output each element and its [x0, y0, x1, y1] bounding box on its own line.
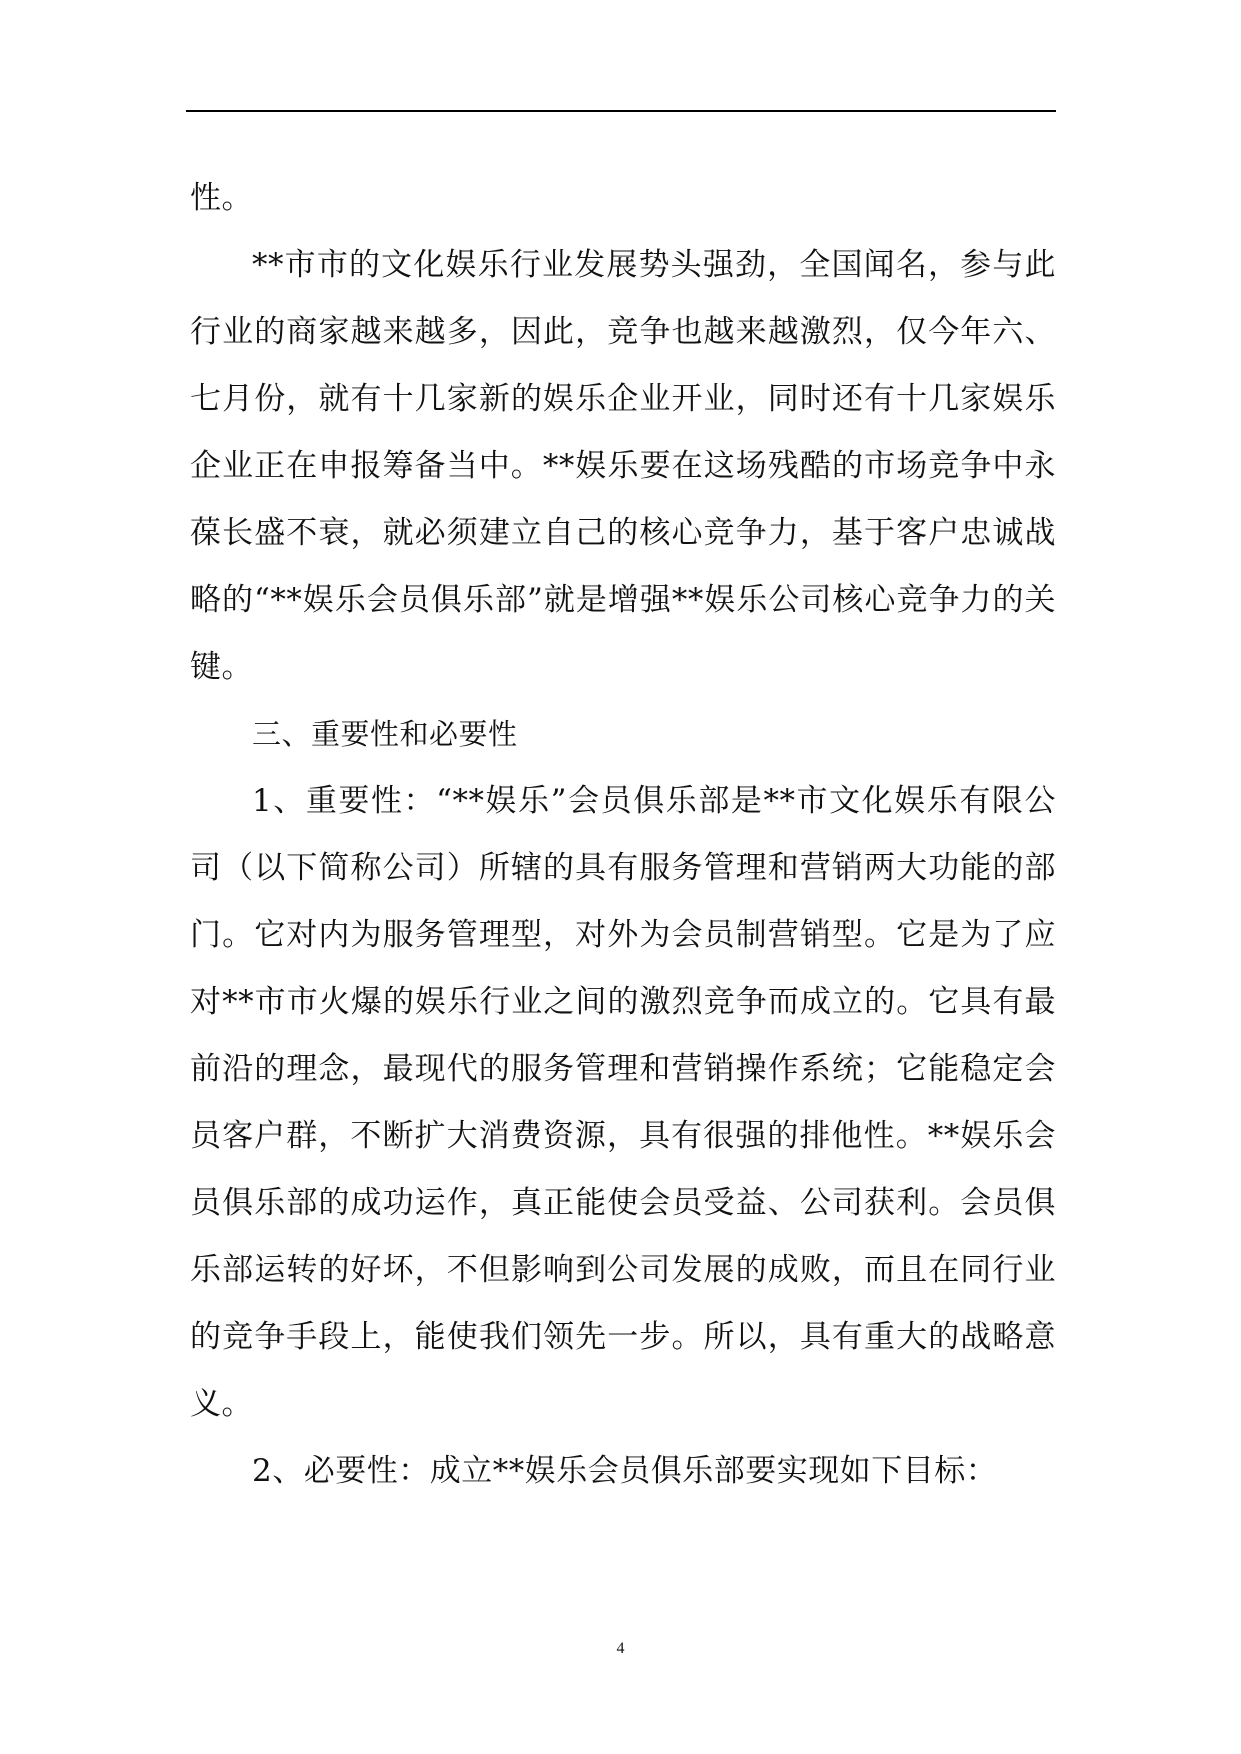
paragraph-industry-competition: **市市的文化娱乐行业发展势头强劲，全国闻名，参与此行业的商家越来越多，因此，竞争也越来越激烈，仅今年六、七月份，就有十几家新的娱乐企业开业，同时还有十几家娱乐企业正在申报筹备当中。**娱乐要在这场残酷的市场竞争中永葆长盛不衰，就必须建立自己的核心竞争力，基于客户忠诚战略的“**娱乐会员俱乐部”就是增强**娱乐公司核心竞争力的关键。: [190, 247, 1056, 685]
paragraph-continuation: 性。: [190, 180, 253, 216]
section-heading: 三、重要性和必要性: [252, 717, 518, 751]
paragraph-importance: 1、重要性：“**娱乐”会员俱乐部是**市文化娱乐有限公司（以下简称公司）所辖的具有服务管理和营销两大功能的部门。它对内为服务管理型，对外为会员制营销型。它是为了应对**市市火爆的娱乐行业之间的激烈竞争而成立的。它具有最前沿的理念，最现代的服务管理和营销操作系统；它能稳定会员客户群，不断扩大消费资源，具有很强的排他性。**娱乐会员俱乐部的成功运作，真正能使会员受益、公司获利。会员俱乐部运转的好坏，不但影响到公司发展的成败，而且在同行业的竞争手段上，能使我们领先一步。所以，具有重大的战略意义。: [190, 783, 1056, 1422]
header-rule: [186, 110, 1056, 112]
paragraph-necessity: 2、必要性：成立**娱乐会员俱乐部要实现如下目标：: [252, 1453, 998, 1489]
page-number: 4: [616, 1640, 625, 1657]
document-body: [190, 165, 1056, 1505]
